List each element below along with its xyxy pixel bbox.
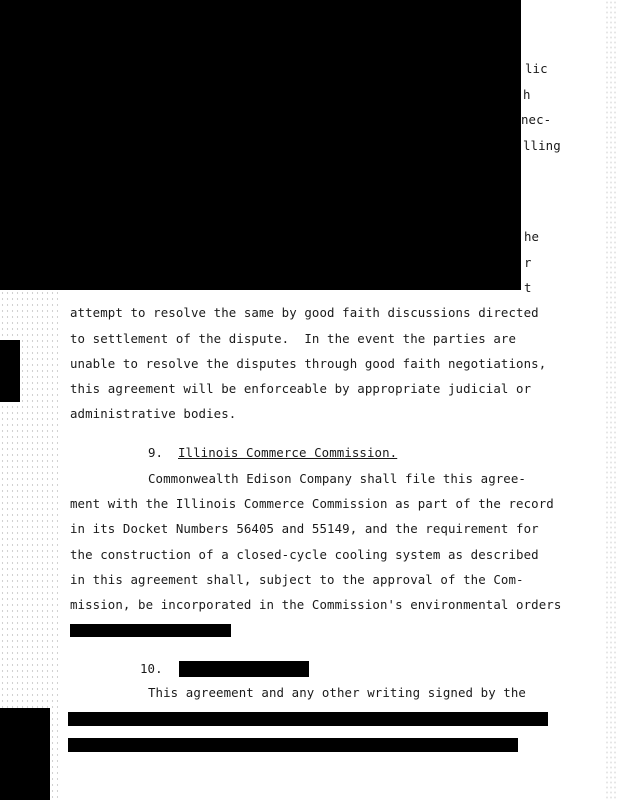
fragment-text: lling [523, 138, 561, 153]
body-text-line: this agreement will be enforceable by appropriate judicial or [70, 381, 532, 396]
body-text-line: This agreement and any other writing signed by the [148, 685, 526, 700]
fragment-text: h [523, 87, 531, 102]
fragment-text: r [524, 255, 532, 270]
body-text-line: attempt to resolve the same by good faith discussions directed [70, 305, 539, 320]
redaction-bar [70, 624, 231, 637]
body-text-line: the construction of a closed-cycle cooling system as described [70, 547, 539, 562]
redaction-bar-lower-left [0, 708, 50, 800]
body-text-line: Commonwealth Edison Company shall file this agree- [148, 471, 526, 486]
fragment-text: he [524, 229, 540, 244]
body-text-line: to settlement of the dispute. In the event the parties are [70, 331, 517, 346]
body-text-line: unable to resolve the disputes through good faith negotiations, [70, 356, 547, 371]
redaction-bar [68, 738, 518, 752]
section-number: 9. [148, 445, 164, 460]
body-text-line: in its Docket Numbers 56405 and 55149, and the requirement for [70, 521, 539, 536]
fragment-text: nec- [521, 112, 552, 127]
redaction-bar-margin [0, 340, 20, 402]
section-heading: Illinois Commerce Commission. [178, 445, 398, 460]
body-text-line: in this agreement shall, subject to the approval of the Com- [70, 572, 524, 587]
body-text-line: ment with the Illinois Commerce Commission as part of the record [70, 496, 554, 511]
redaction-bar-heading [179, 661, 309, 677]
fragment-text: lic [525, 61, 548, 76]
body-text-line: administrative bodies. [70, 406, 237, 421]
section-number: 10. [140, 661, 163, 676]
fragment-text: t [524, 280, 532, 295]
redaction-bar [68, 712, 548, 726]
body-text-line: mission, be incorporated in the Commission's environmental orders [70, 597, 562, 612]
redaction-block-top [0, 0, 521, 290]
scan-noise-right [605, 0, 617, 800]
